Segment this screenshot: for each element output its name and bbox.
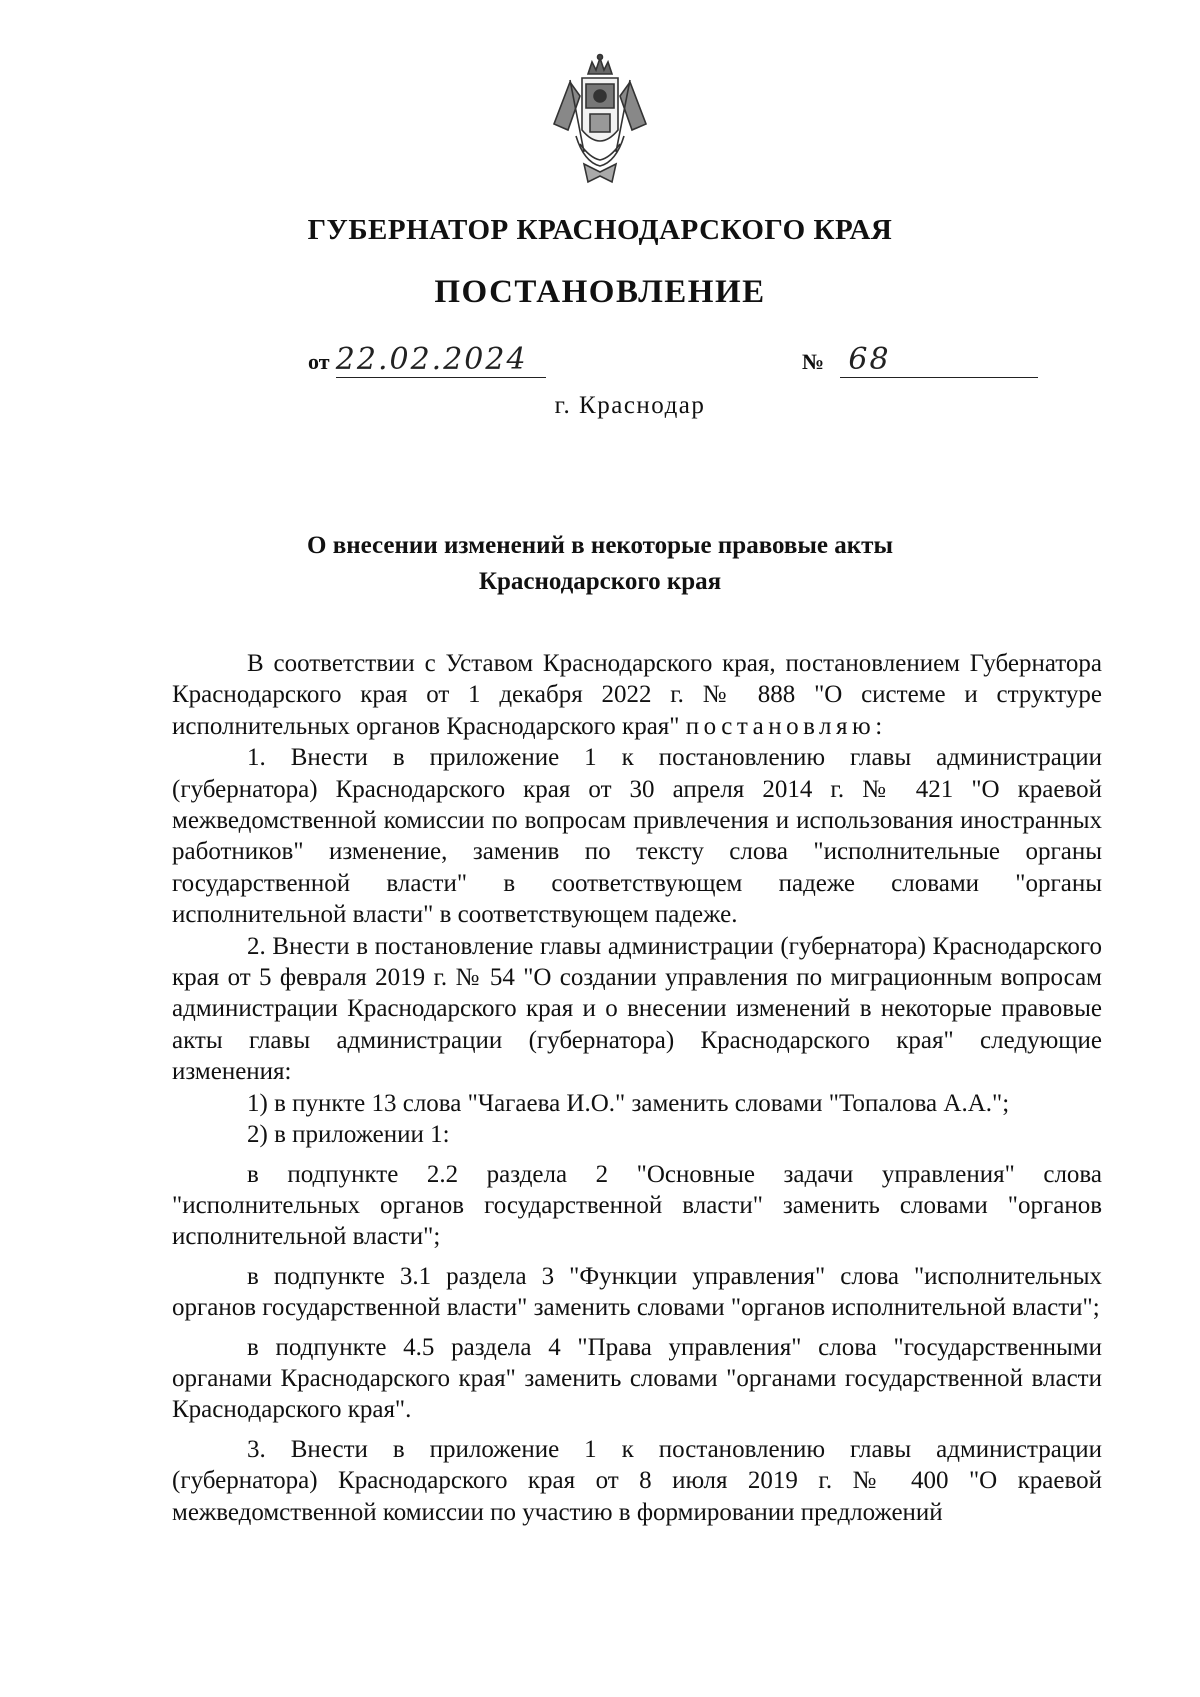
paragraph-item-1: 1. Внести в приложение 1 к постановлению главы администрации (губернатора) Краснодарского края от 30 апреля 2014 г. № 421 "О краевой межведомственной комиссии по вопросам привлечения и использования иностранных работников" изменение, заменив по тексту слова "исполнительные органы государственной власти" в соответствующем падеже словами "органы исполнительной власти" в соответствующем падеже. <box>172 744 1102 929</box>
paragraph-item-2-2: 2) в приложении 1: <box>247 1121 450 1149</box>
heading-line-1: О внесении изменений в некоторые правовые акты <box>307 532 893 559</box>
document-heading <box>0 528 1200 600</box>
heading-line-2: Краснодарского края <box>478 568 722 595</box>
paragraph-item-2-1: 1) в пункте 13 слова "Чагаева И.О." заменить словами "Топалова А.А."; <box>247 1089 1010 1117</box>
document-body <box>172 648 1102 1528</box>
number-underline <box>840 377 1038 378</box>
intro-text: В соответствии с Уставом Краснодарского края, постановлением Губернатора Краснодарского края от 1 декабря 2022 г. № 888 "О системе и структуре исполнительных органов Краснодарского края" <box>172 650 1102 740</box>
paragraph-item-2-2b: в подпункте 3.1 раздела 3 "Функции управления" слова "исполнительных органов государственной власти" заменить словами "органов исполнительной власти"; <box>172 1262 1102 1322</box>
number-prefix: № <box>802 349 825 374</box>
org-title: ГУБЕРНАТОР КРАСНОДАРСКОГО КРАЯ <box>307 214 893 246</box>
paragraph-item-3: 3. Внести в приложение 1 к постановлению главы администрации (губернатора) Краснодарского края от 8 июля 2019 г. № 400 "О краевой межведомственной комиссии по участию в формировании предложений <box>172 1435 1102 1526</box>
date-line <box>308 342 528 377</box>
date-underline <box>336 377 546 378</box>
intro-verb: постановляю: <box>685 712 887 740</box>
paragraph-item-2: 2. Внести в постановление главы администрации (губернатора) Краснодарского края от 5 февраля 2019 г. № 54 "О создании управления по миграционным вопросам администрации Краснодарского края и о внесении изменений в некоторые правовые акты главы администрации (губернатора) Краснодарского края" следующие изменения: <box>172 932 1102 1086</box>
date-value: 22.02.2024 <box>335 342 528 377</box>
paragraph-item-2-2a: в подпункте 2.2 раздела 2 "Основные задачи управления" слова "исполнительных органов государственной власти" заменить словами "органов исполнительной власти"; <box>172 1160 1102 1251</box>
krasnodar-coat-of-arms-icon <box>540 52 660 192</box>
document-type: ПОСТАНОВЛЕНИЕ <box>434 274 766 310</box>
city: г. Краснодар <box>554 392 706 419</box>
paragraph-intro <box>172 648 1102 742</box>
paragraph-item-2-2c: в подпункте 4.5 раздела 4 "Права управления" слова "государственными органами Краснодарского края" заменить словами "органами государственной власти Краснодарского края". <box>172 1333 1102 1424</box>
date-prefix: от <box>308 349 330 374</box>
number-line <box>802 342 891 377</box>
number-value: 68 <box>848 342 891 377</box>
